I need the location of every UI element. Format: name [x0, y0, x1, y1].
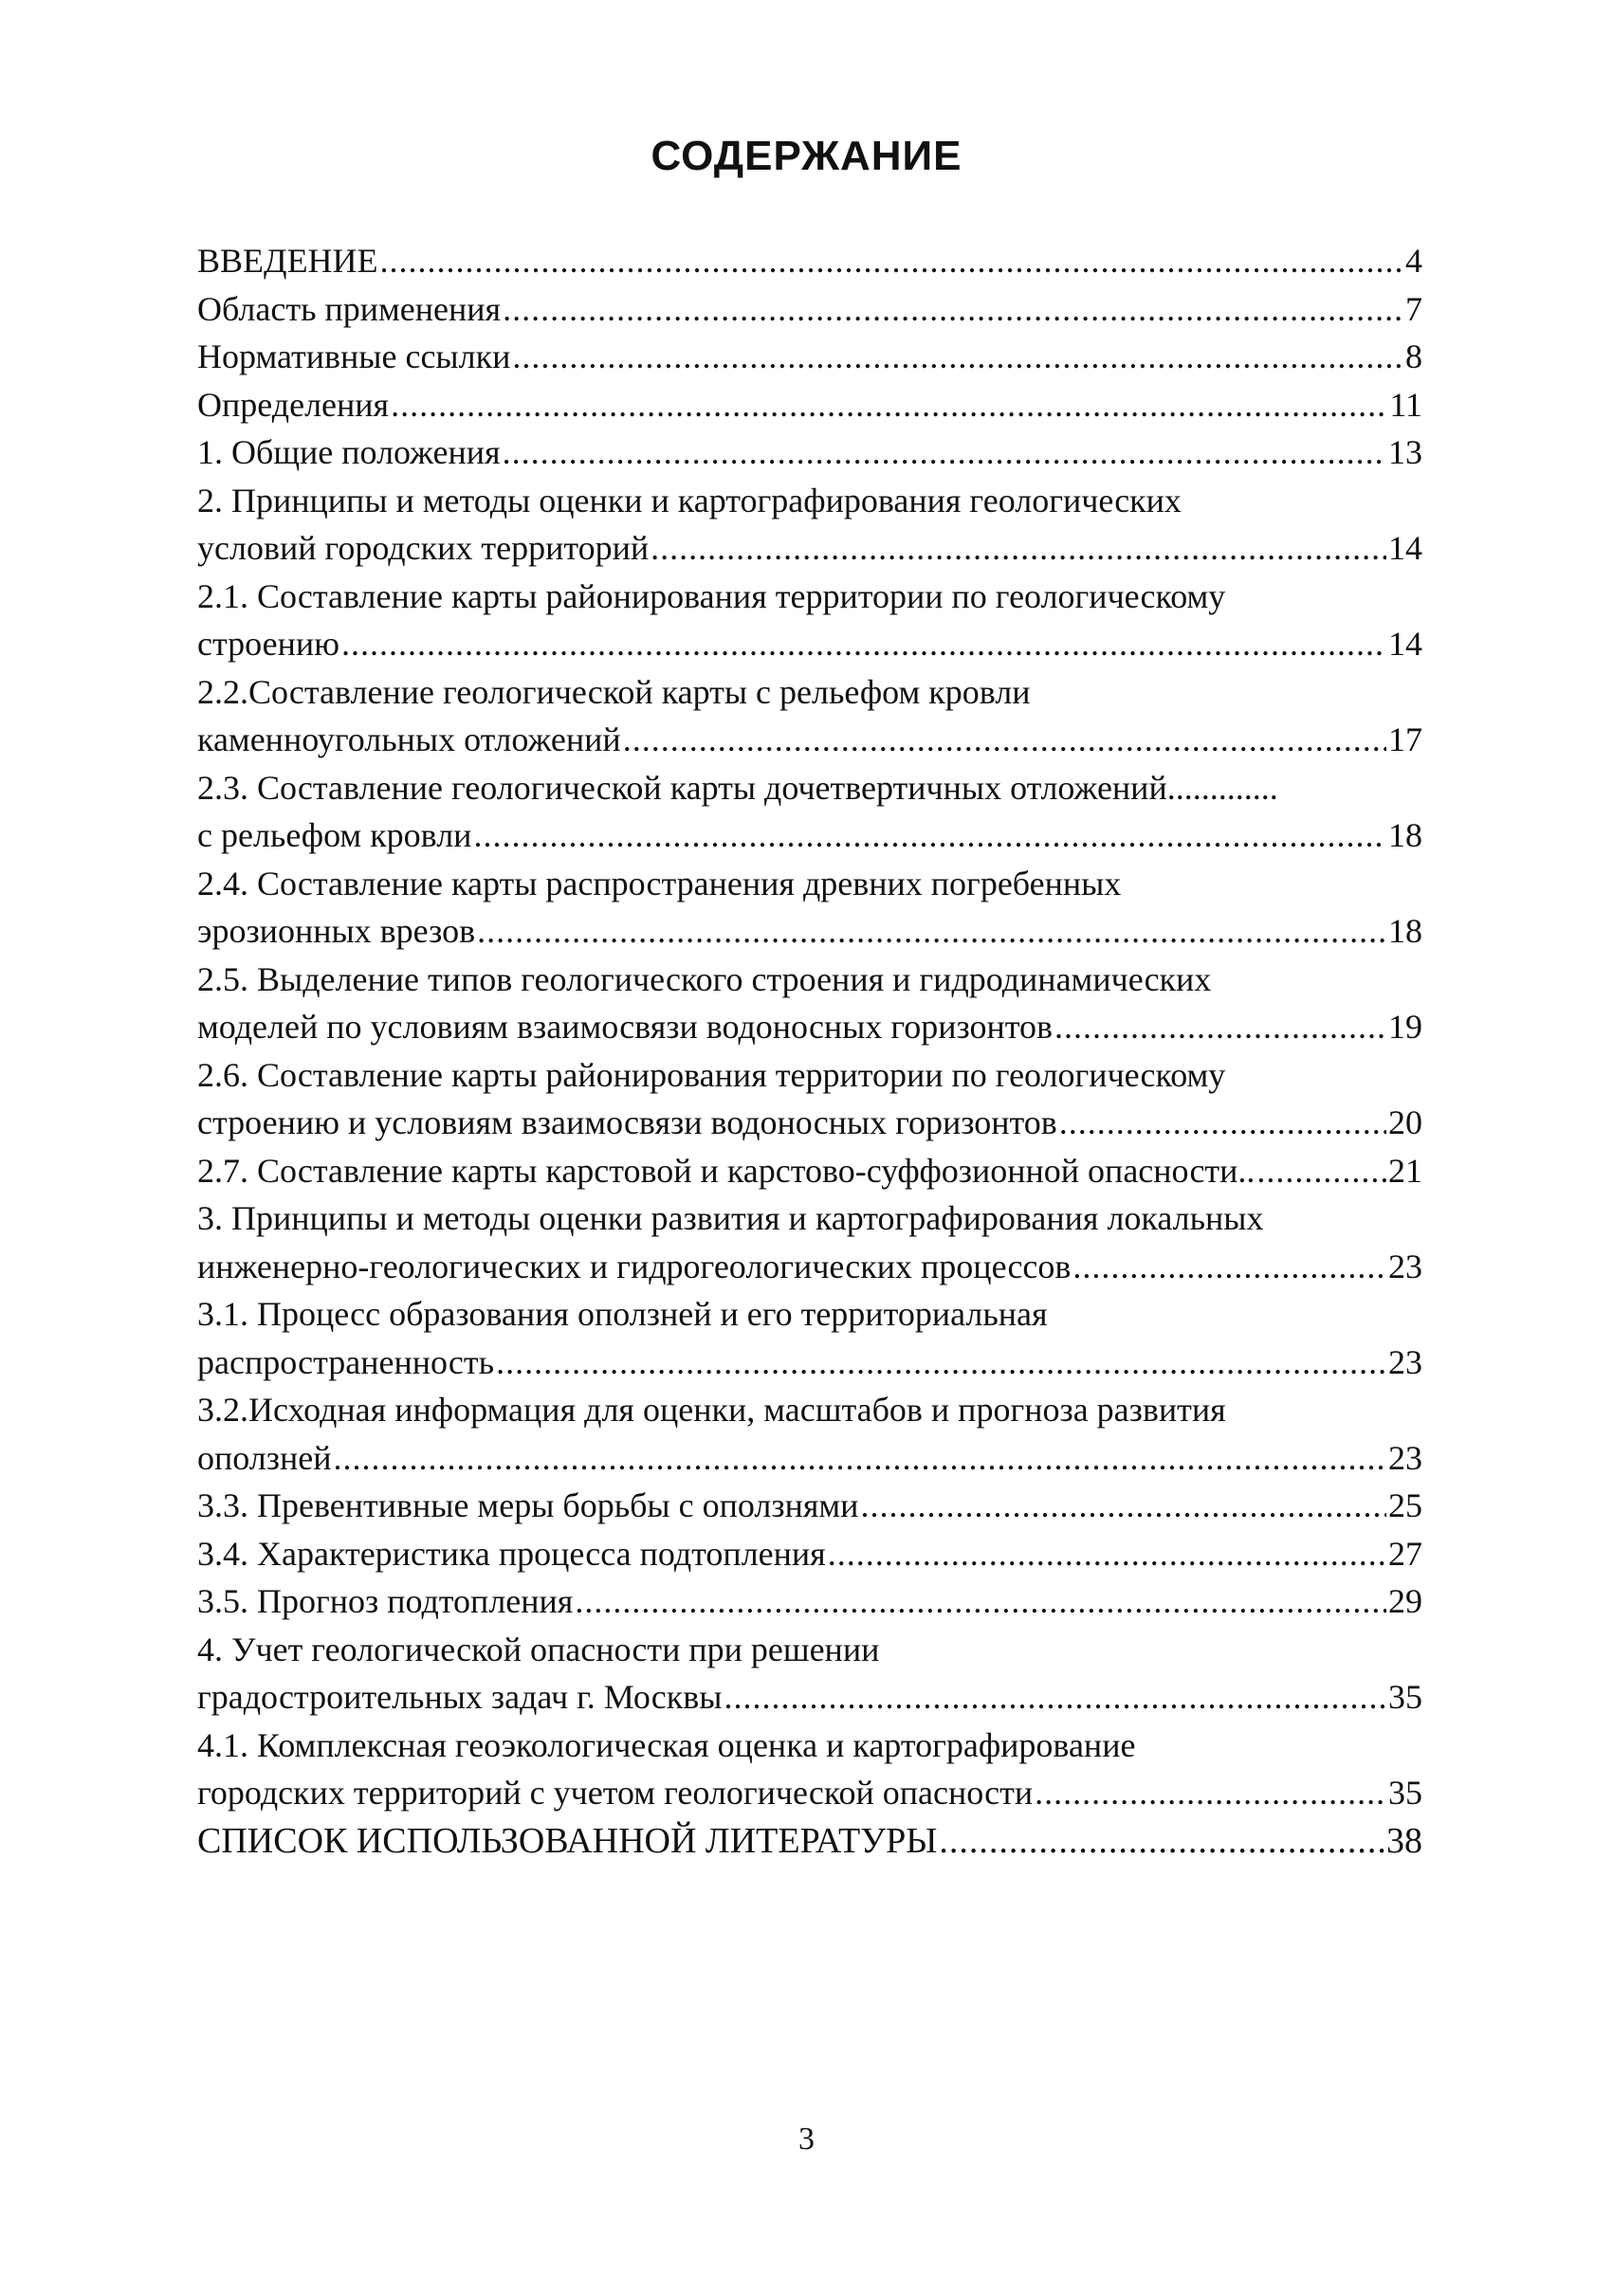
- toc-entry-text: условий городских территорий: [197, 529, 650, 567]
- toc-entry-text: 2.7. Составление карты карстовой и карстово-суффозионной опасности..: [197, 1151, 1256, 1190]
- toc-page-number: 13: [1388, 433, 1422, 471]
- toc-entry-text: Область применения: [197, 289, 502, 328]
- toc-page-number: 14: [1388, 625, 1422, 663]
- toc-entry-text: моделей по условиям взаимосвязи водоносных горизонтов: [197, 1008, 1054, 1046]
- toc-page-number: 18: [1388, 816, 1422, 854]
- dot-leader: [503, 428, 1386, 477]
- dot-leader: [391, 381, 1387, 429]
- toc-entry-bibliography[interactable]: [197, 1817, 1422, 1866]
- toc-entry-first-line: 4. Учет геологической опасности при решении: [197, 1630, 880, 1668]
- toc-entry-text: ВВЕДЕНИЕ: [197, 242, 378, 280]
- toc-page-number: 23: [1388, 1438, 1422, 1477]
- toc-entry-first-line: 2.3. Составление геологической карты дочетвертичных отложений.............: [197, 768, 1278, 807]
- dot-leader: [939, 1817, 1384, 1866]
- toc-entry-2[interactable]: [197, 477, 1422, 573]
- dot-leader: [828, 1530, 1386, 1578]
- toc-page-number: 19: [1388, 1008, 1422, 1046]
- dot-leader: [1256, 1147, 1386, 1195]
- toc-entry-text: с рельефом кровли: [197, 816, 472, 854]
- toc-entry-3-1[interactable]: [197, 1290, 1422, 1386]
- dot-leader: [651, 524, 1386, 573]
- toc-entry-2-5[interactable]: [197, 956, 1422, 1051]
- toc-entry-text: городских территорий с учетом геологической опасности: [197, 1774, 1034, 1812]
- toc-entry-2-2[interactable]: [197, 668, 1422, 764]
- toc-entry-first-line: 3.2.Исходная информация для оценки, масштабов и прогноза развития: [197, 1391, 1226, 1429]
- dot-leader: [496, 1339, 1386, 1387]
- toc-entry-text: 1. Общие положения: [197, 433, 501, 471]
- dot-leader: [512, 333, 1403, 381]
- toc-page-number: 18: [1388, 912, 1422, 950]
- toc-entry-text: 3.5. Прогноз подтопления: [197, 1582, 574, 1620]
- dot-leader: [1072, 1243, 1386, 1291]
- toc-entry-2-1[interactable]: [197, 573, 1422, 668]
- toc-page-number: 7: [1405, 289, 1422, 328]
- toc-entry-text: оползней: [197, 1438, 332, 1477]
- dot-leader: [473, 811, 1386, 860]
- toc-page-number: 29: [1388, 1582, 1422, 1620]
- toc-page-number: 4: [1405, 242, 1422, 280]
- toc-page-number: 38: [1386, 1820, 1422, 1861]
- toc-entry-normative-references[interactable]: [197, 333, 1422, 381]
- toc-page-number: 35: [1388, 1678, 1422, 1716]
- toc-page-number: 35: [1388, 1774, 1422, 1812]
- toc-entry-first-line: 2. Принципы и методы оценки и картографирования геологических: [197, 481, 1182, 519]
- toc-entry-text: 3.4. Характеристика процесса подтопления: [197, 1534, 826, 1573]
- dot-leader: [1059, 1099, 1386, 1147]
- dot-leader: [623, 716, 1386, 764]
- toc-entry-definitions[interactable]: [197, 381, 1422, 429]
- toc-entry-text: инженерно-геологических и гидрогеологических процессов: [197, 1247, 1072, 1285]
- toc-entry-text: каменноугольных отложений: [197, 720, 621, 758]
- toc-entry-3[interactable]: [197, 1194, 1422, 1290]
- toc-entry-text: Определения: [197, 385, 390, 424]
- dot-leader: [860, 1482, 1386, 1530]
- toc-page-number: 27: [1388, 1534, 1422, 1573]
- toc-entry-2-6[interactable]: [197, 1051, 1422, 1147]
- dot-leader: [1035, 1769, 1386, 1817]
- page-title: СОДЕРЖАНИЕ: [651, 133, 962, 179]
- toc-entry-first-line: 2.4. Составление карты распространения древних погребенных: [197, 864, 1122, 902]
- toc-entry-first-line: 2.2.Составление геологической карты с рельефом кровли: [197, 672, 1031, 711]
- toc-entry-text: Нормативные ссылки: [197, 337, 511, 375]
- toc-entry-first-line: 2.5. Выделение типов геологического строения и гидродинамических: [197, 959, 1212, 998]
- toc-entry-introduction[interactable]: [197, 237, 1422, 285]
- toc-page-number: 23: [1388, 1247, 1422, 1285]
- toc-entry-text: эрозионных врезов: [197, 912, 476, 950]
- page-number: 3: [798, 2122, 815, 2157]
- toc-page-number: 14: [1388, 529, 1422, 567]
- toc-page-number: 8: [1405, 337, 1422, 375]
- toc-entry-4[interactable]: [197, 1626, 1422, 1722]
- toc-page-number: 23: [1388, 1342, 1422, 1381]
- dot-leader: [334, 1434, 1387, 1483]
- toc-entry-2-4[interactable]: [197, 860, 1422, 956]
- dot-leader: [724, 1673, 1386, 1722]
- toc-entry-text: распространенность: [197, 1342, 495, 1381]
- toc-entry-4-1[interactable]: [197, 1722, 1422, 1817]
- toc-entry-scope[interactable]: [197, 285, 1422, 334]
- toc-entry-text: СПИСОК ИСПОЛЬЗОВАННОЙ ЛИТЕРАТУРЫ: [197, 1820, 938, 1861]
- toc-page-number: 20: [1388, 1103, 1422, 1141]
- dot-leader: [575, 1577, 1386, 1626]
- toc-entry-1[interactable]: [197, 428, 1422, 477]
- toc-entry-text: 3.3. Превентивные меры борьбы с оползнями: [197, 1486, 859, 1524]
- toc-entry-first-line: 3.1. Процесс образования оползней и его территориальная: [197, 1295, 1048, 1333]
- toc-page-number: 25: [1388, 1486, 1422, 1524]
- toc-entry-first-line: 4.1. Комплексная геоэкологическая оценка и картографирование: [197, 1725, 1136, 1764]
- toc-entry-text: строению и условиям взаимосвязи водоносных горизонтов: [197, 1103, 1057, 1141]
- dot-leader: [341, 620, 1386, 668]
- toc-entry-first-line: 3. Принципы и методы оценки развития и картографирования локальных: [197, 1199, 1264, 1237]
- toc-entry-text: строению: [197, 625, 339, 663]
- toc-page-number: 21: [1388, 1151, 1422, 1190]
- toc-entry-3-3[interactable]: [197, 1482, 1422, 1530]
- toc-entry-2-7[interactable]: [197, 1147, 1422, 1195]
- dot-leader: [503, 285, 1403, 334]
- toc-page-number: 11: [1389, 385, 1422, 424]
- toc-page-number: 17: [1388, 720, 1422, 758]
- dot-leader: [1054, 1003, 1386, 1051]
- toc-entry-3-5[interactable]: [197, 1577, 1422, 1626]
- toc-entry-2-3[interactable]: [197, 764, 1422, 860]
- toc-entry-text: градостроительных задач г. Москвы: [197, 1678, 723, 1716]
- toc-entry-3-4[interactable]: [197, 1530, 1422, 1578]
- toc-entry-first-line: 2.1. Составление карты районирования территории по геологическому: [197, 576, 1226, 615]
- table-of-contents: [197, 237, 1422, 1865]
- dot-leader: [477, 907, 1386, 956]
- toc-entry-first-line: 2.6. Составление карты районирования территории по геологическому: [197, 1055, 1226, 1094]
- dot-leader: [380, 237, 1403, 285]
- toc-entry-3-2[interactable]: [197, 1386, 1422, 1482]
